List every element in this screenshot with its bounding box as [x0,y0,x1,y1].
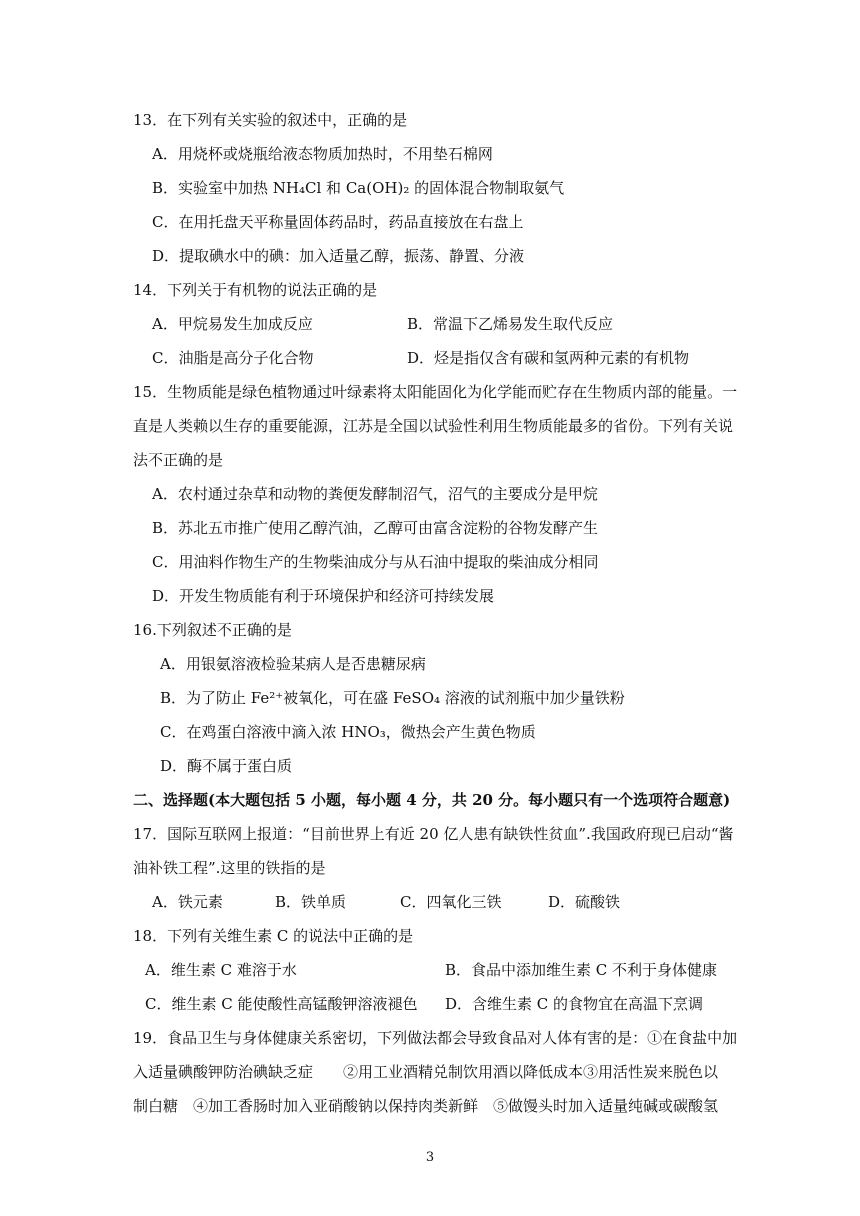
q18-option-c: C．维生素 C 能使酸性高锰酸钾溶液褪色 [145,995,418,1013]
q13-option-d: D．提取碘水中的碘：加入适量乙醇，振荡、静置、分液 [152,247,525,265]
q17-option-a: A．铁元素 [152,893,223,911]
q15-option-b: B．苏北五市推广使用乙醇汽油，乙醇可由富含淀粉的谷物发酵产生 [152,519,599,537]
q13-option-a: A．用烧杯或烧瓶给液态物质加热时，不用垫石棉网 [152,145,493,163]
q18-option-a: A．维生素 C 难溶于水 [145,961,297,979]
q19-stem-line-3: 制白糖 ④加工香肠时加入亚硝酸钠以保持肉类新鲜 ⑤做馒头时加入适量纯碱或碳酸氢 [133,1097,719,1115]
q13-stem: 13．在下列有关实验的叙述中，正确的是 [133,111,408,129]
q15-stem-line-1: 15．生物质能是绿色植物通过叶绿素将太阳能固化为化学能而贮存在生物质内部的能量。一 [133,383,738,401]
q16-option-d: D．酶不属于蛋白质 [160,757,293,775]
q17-option-b: B．铁单质 [275,893,347,911]
q13-option-c: C．在用托盘天平称量固体药品时，药品直接放在右盘上 [152,213,524,231]
q18-stem: 18．下列有关维生素 C 的说法中正确的是 [133,927,414,945]
q16-option-c: C．在鸡蛋白溶液中滴入浓 HNO₃，微热会产生黄色物质 [160,723,536,741]
q15-option-d: D．开发生物质能有利于环境保护和经济可持续发展 [152,587,495,605]
q15-stem-line-3: 法不正确的是 [133,451,224,469]
q13-option-b: B．实验室中加热 NH₄Cl 和 Ca(OH)₂ 的固体混合物制取氨气 [152,179,565,197]
q14-stem: 14．下列关于有机物的说法正确的是 [133,281,378,299]
q16-stem: 16.下列叙述不正确的是 [133,621,292,639]
q17-option-d: D．硫酸铁 [548,893,621,911]
q18-option-d: D．含维生素 C 的食物宜在高温下烹调 [445,995,704,1013]
q14-option-b: B．常温下乙烯易发生取代反应 [407,315,614,333]
q17-option-c: C．四氧化三铁 [400,893,502,911]
q15-option-a: A．农村通过杂草和动物的粪便发酵制沼气，沼气的主要成分是甲烷 [152,485,598,503]
q17-stem-line-1: 17．国际互联网上报道：“目前世界上有近 20 亿人患有缺铁性贫血”.我国政府现已启动“酱 [133,825,734,843]
q14-option-a: A．甲烷易发生加成反应 [152,315,313,333]
q18-option-b: B．食品中添加维生素 C 不利于身体健康 [445,961,718,979]
q19-stem-line-2: 入适量碘酸钾防治碘缺乏症 ②用工业酒精兑制饮用酒以降低成本③用活性炭来脱色以 [133,1063,719,1081]
section-2-heading: 二、选择题(本大题包括 5 小题，每小题 4 分，共 20 分。每小题只有一个选项符合题意) [133,791,731,809]
page-number: 3 [425,1150,435,1165]
q19-stem-line-1: 19．食品卫生与身体健康关系密切，下列做法都会导致食品对人体有害的是：①在食盐中加 [133,1029,738,1047]
q16-option-a: A．用银氨溶液检验某病人是否患糖尿病 [160,655,426,673]
q16-option-b: B．为了防止 Fe²⁺被氧化，可在盛 FeSO₄ 溶液的试剂瓶中加少量铁粉 [160,689,625,707]
q14-option-d: D．烃是指仅含有碳和氢两种元素的有机物 [407,349,690,367]
q15-option-c: C．用油料作物生产的生物柴油成分与从石油中提取的柴油成分相同 [152,553,599,571]
q17-stem-line-2: 油补铁工程”.这里的铁指的是 [133,859,326,877]
q15-stem-line-2: 直是人类赖以生存的重要能源，江苏是全国以试验性利用生物质能最多的省份。下列有关说 [133,417,734,435]
q14-option-c: C．油脂是高分子化合物 [152,349,314,367]
